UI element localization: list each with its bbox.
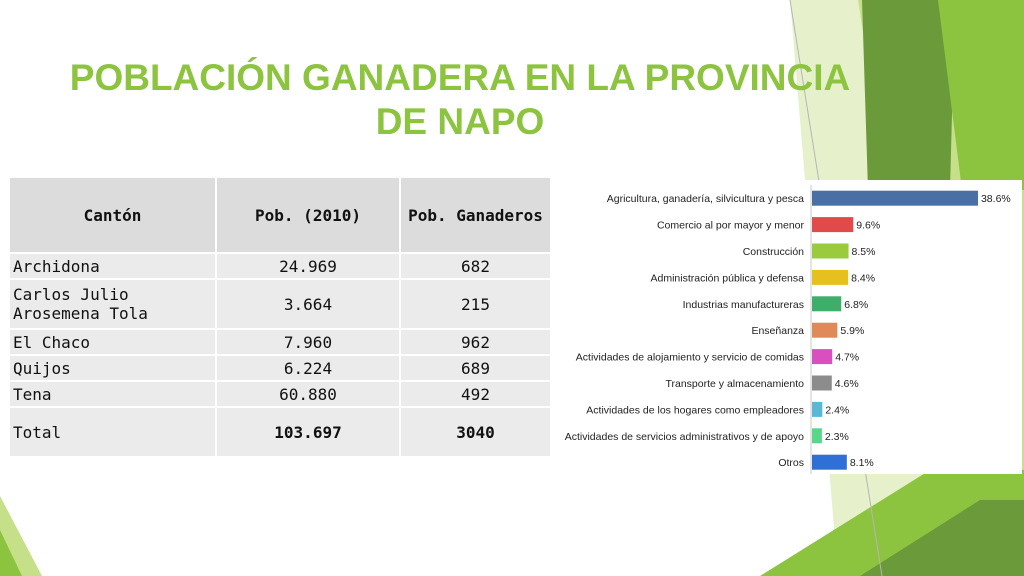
cell-population: 24.969 (217, 254, 399, 278)
category-label: Actividades de los hogares como empleadores (586, 404, 804, 417)
value-label: 4.6% (834, 378, 859, 390)
category-label: Actividades de servicios administrativos y de apoyo (564, 430, 804, 443)
sector-bar-chart (556, 180, 1022, 474)
value-label: 38.6% (980, 193, 1011, 206)
cell-livestock: 682 (401, 254, 550, 278)
bar (812, 244, 849, 259)
bar (812, 455, 847, 470)
value-label: 4.7% (835, 351, 860, 364)
category-label: Industrias manufactureras (682, 298, 804, 311)
table-total-row (10, 408, 550, 456)
bar (812, 191, 978, 206)
bar (812, 428, 822, 443)
header-canton: Cantón (10, 178, 215, 252)
page-title: POBLACIÓN GANADERA EN LA PROVINCIA DE NAPO (69, 57, 851, 142)
table-row (10, 254, 550, 278)
category-label: Comercio al por mayor y menor (656, 219, 804, 232)
value-label: 8.1% (849, 457, 874, 470)
header-livestock: Pob. Ganaderos (401, 178, 550, 252)
category-label: Agricultura, ganadería, silvicultura y pesca (606, 193, 804, 206)
cell-livestock: 215 (401, 280, 550, 328)
bar (812, 349, 832, 364)
bar (812, 270, 848, 285)
category-label: Otros (778, 457, 804, 470)
cell-canton: Tena (10, 382, 215, 406)
value-label: 9.6% (856, 219, 881, 232)
value-label: 2.3% (824, 430, 849, 443)
cell-total-livestock: 3040 (401, 408, 550, 456)
category-label: Transporte y almacenamiento (665, 378, 804, 390)
bar (812, 296, 841, 311)
cell-population: 6.224 (217, 356, 399, 380)
cell-total-label: Total (10, 408, 215, 456)
table-header-row (10, 178, 550, 252)
category-label: Construcción (742, 246, 804, 258)
table-row (10, 356, 550, 380)
cell-livestock: 689 (401, 356, 550, 380)
deco-right-dark-band (862, 0, 955, 190)
cell-canton: El Chaco (10, 330, 215, 354)
chart-svg (556, 180, 1022, 474)
table-row (10, 280, 550, 328)
value-label: 8.5% (851, 246, 876, 258)
cell-total-population: 103.697 (217, 408, 399, 456)
bar (812, 402, 822, 417)
data-table (8, 176, 552, 458)
value-label: 2.4% (825, 404, 850, 417)
table-row (10, 330, 550, 354)
bar (812, 323, 837, 338)
cell-canton: Quijos (10, 356, 215, 380)
cell-population: 3.664 (217, 280, 399, 328)
category-label: Enseñanza (751, 325, 804, 338)
table-row (10, 382, 550, 406)
value-label: 6.8% (844, 298, 869, 311)
cell-livestock: 962 (401, 330, 550, 354)
value-label: 8.4% (851, 272, 876, 285)
category-label: Administración pública y defensa (650, 272, 804, 285)
cell-canton: Archidona (10, 254, 215, 278)
cell-canton: Carlos Julio Arosemena Tola (10, 280, 215, 328)
cell-livestock: 492 (401, 382, 550, 406)
header-population: Pob. (2010) (217, 178, 399, 252)
category-label: Actividades de alojamiento y servicio de comidas (575, 351, 804, 364)
value-label: 5.9% (840, 325, 865, 338)
cell-population: 60.880 (217, 382, 399, 406)
bar (812, 217, 853, 232)
bar (812, 376, 832, 391)
cell-population: 7.960 (217, 330, 399, 354)
